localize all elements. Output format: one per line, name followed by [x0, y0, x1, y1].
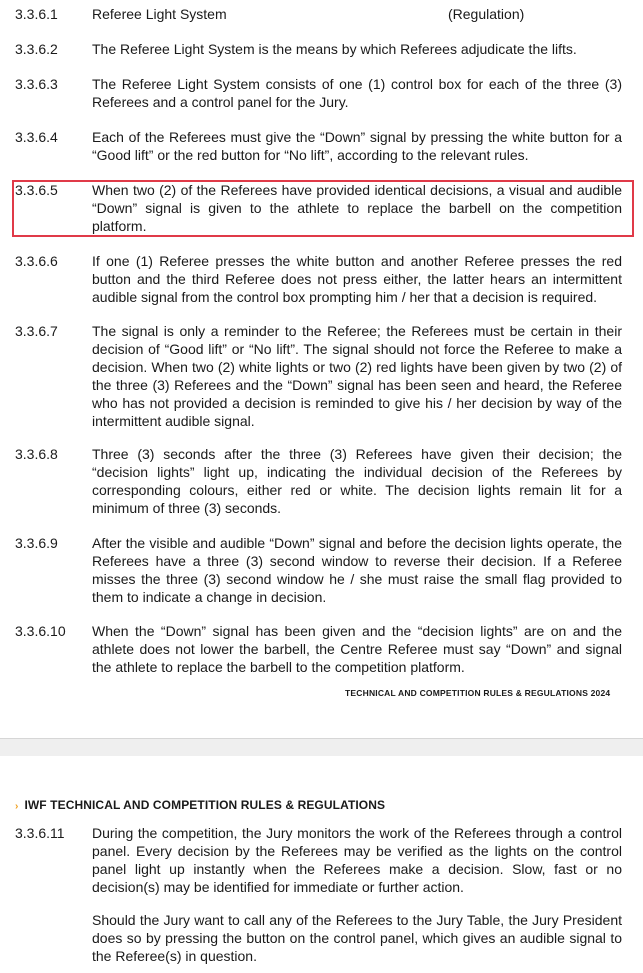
page-header-text: IWF TECHNICAL AND COMPETITION RULES & REGULATIONS	[24, 798, 386, 812]
page-footer: TECHNICAL AND COMPETITION RULES & REGULATIONS 2024	[345, 688, 611, 698]
clause-number: 3.3.6.10	[15, 623, 66, 639]
page-header	[15, 798, 385, 812]
clause-number: 3.3.6.3	[15, 76, 58, 92]
clause-number: 3.3.6.11	[15, 825, 65, 841]
clause-text: The signal is only a reminder to the Referee; the Referees must be certain in their decision of “Good lift” or “No lift”. The signal should not force the Referee to make a decision. When two (2) white lights or two (2) red lights have been given by two (2) of the three (3) Referees and the “Down” signal has been seen and heard, the Referee who has not provided a decision is reminded to give his / her decision by way of the intermittent audible signal.	[92, 323, 622, 429]
clause-text: When the “Down” signal has been given and the “decision lights” are on and the athlete does not lower the barbell, the Centre Referee must say “Down” and signal the athlete to replace the barbell to the competition platform.	[92, 623, 622, 675]
clause-text: Three (3) seconds after the three (3) Referees have given their decision; the “decision lights” light up, indicating the individual decision of the Referees by corresponding colours, either red or white. The decision lights remain lit for a minimum of three (3) seconds.	[92, 446, 622, 516]
clause-number: 3.3.6.5	[15, 182, 58, 198]
chevron-right-icon: ›	[15, 801, 19, 812]
clause-number: 3.3.6.9	[15, 535, 58, 551]
clause-number: 3.3.6.7	[15, 323, 58, 339]
clause-text: During the competition, the Jury monitors the work of the Referees through a control panel. Every decision by the Referees may be verified as the lights on the control panel light up instantly when the Referees make a decision. Slow, fast or no decision(s) may be identified for immediate or further action.	[92, 825, 622, 895]
clause-text: After the visible and audible “Down” signal and before the decision lights operate, the Referees have a three (3) second window to reverse their decision. If a Referee misses the three (3) second window he / she must raise the small flag provided to them to indicate a change in decision.	[92, 535, 622, 605]
clause-text: Should the Jury want to call any of the Referees to the Jury Table, the Jury President does so by pressing the button on the control panel, which gives an audible signal to the Referee(s) in question.	[92, 912, 622, 964]
page-gap	[0, 738, 643, 757]
section-number: 3.3.6.1	[15, 6, 58, 22]
document-page-2	[0, 756, 643, 973]
clause-number: 3.3.6.6	[15, 253, 58, 269]
clause-text: When two (2) of the Referees have provided identical decisions, a visual and audible “Down” signal is given to the athlete to replace the barbell on the competition platform.	[92, 182, 622, 234]
clause-text: Each of the Referees must give the “Down” signal by pressing the white button for a “Good lift” or the red button for “No lift”, according to the relevant rules.	[92, 129, 622, 163]
clause-number: 3.3.6.8	[15, 446, 58, 462]
clause-text: If one (1) Referee presses the white button and another Referee presses the red button and the third Referee does not press either, the latter hears an intermittent audible signal from the control box prompting him / her that a decision is required.	[92, 253, 622, 305]
section-tag: (Regulation)	[448, 6, 525, 22]
section-title: Referee Light System	[92, 6, 227, 22]
clause-number: 3.3.6.2	[15, 41, 58, 57]
clause-number: 3.3.6.4	[15, 129, 58, 145]
clause-text: The Referee Light System consists of one (1) control box for each of the three (3) Referees and a control panel for the Jury.	[92, 76, 622, 110]
clause-text: The Referee Light System is the means by which Referees adjudicate the lifts.	[92, 41, 577, 57]
